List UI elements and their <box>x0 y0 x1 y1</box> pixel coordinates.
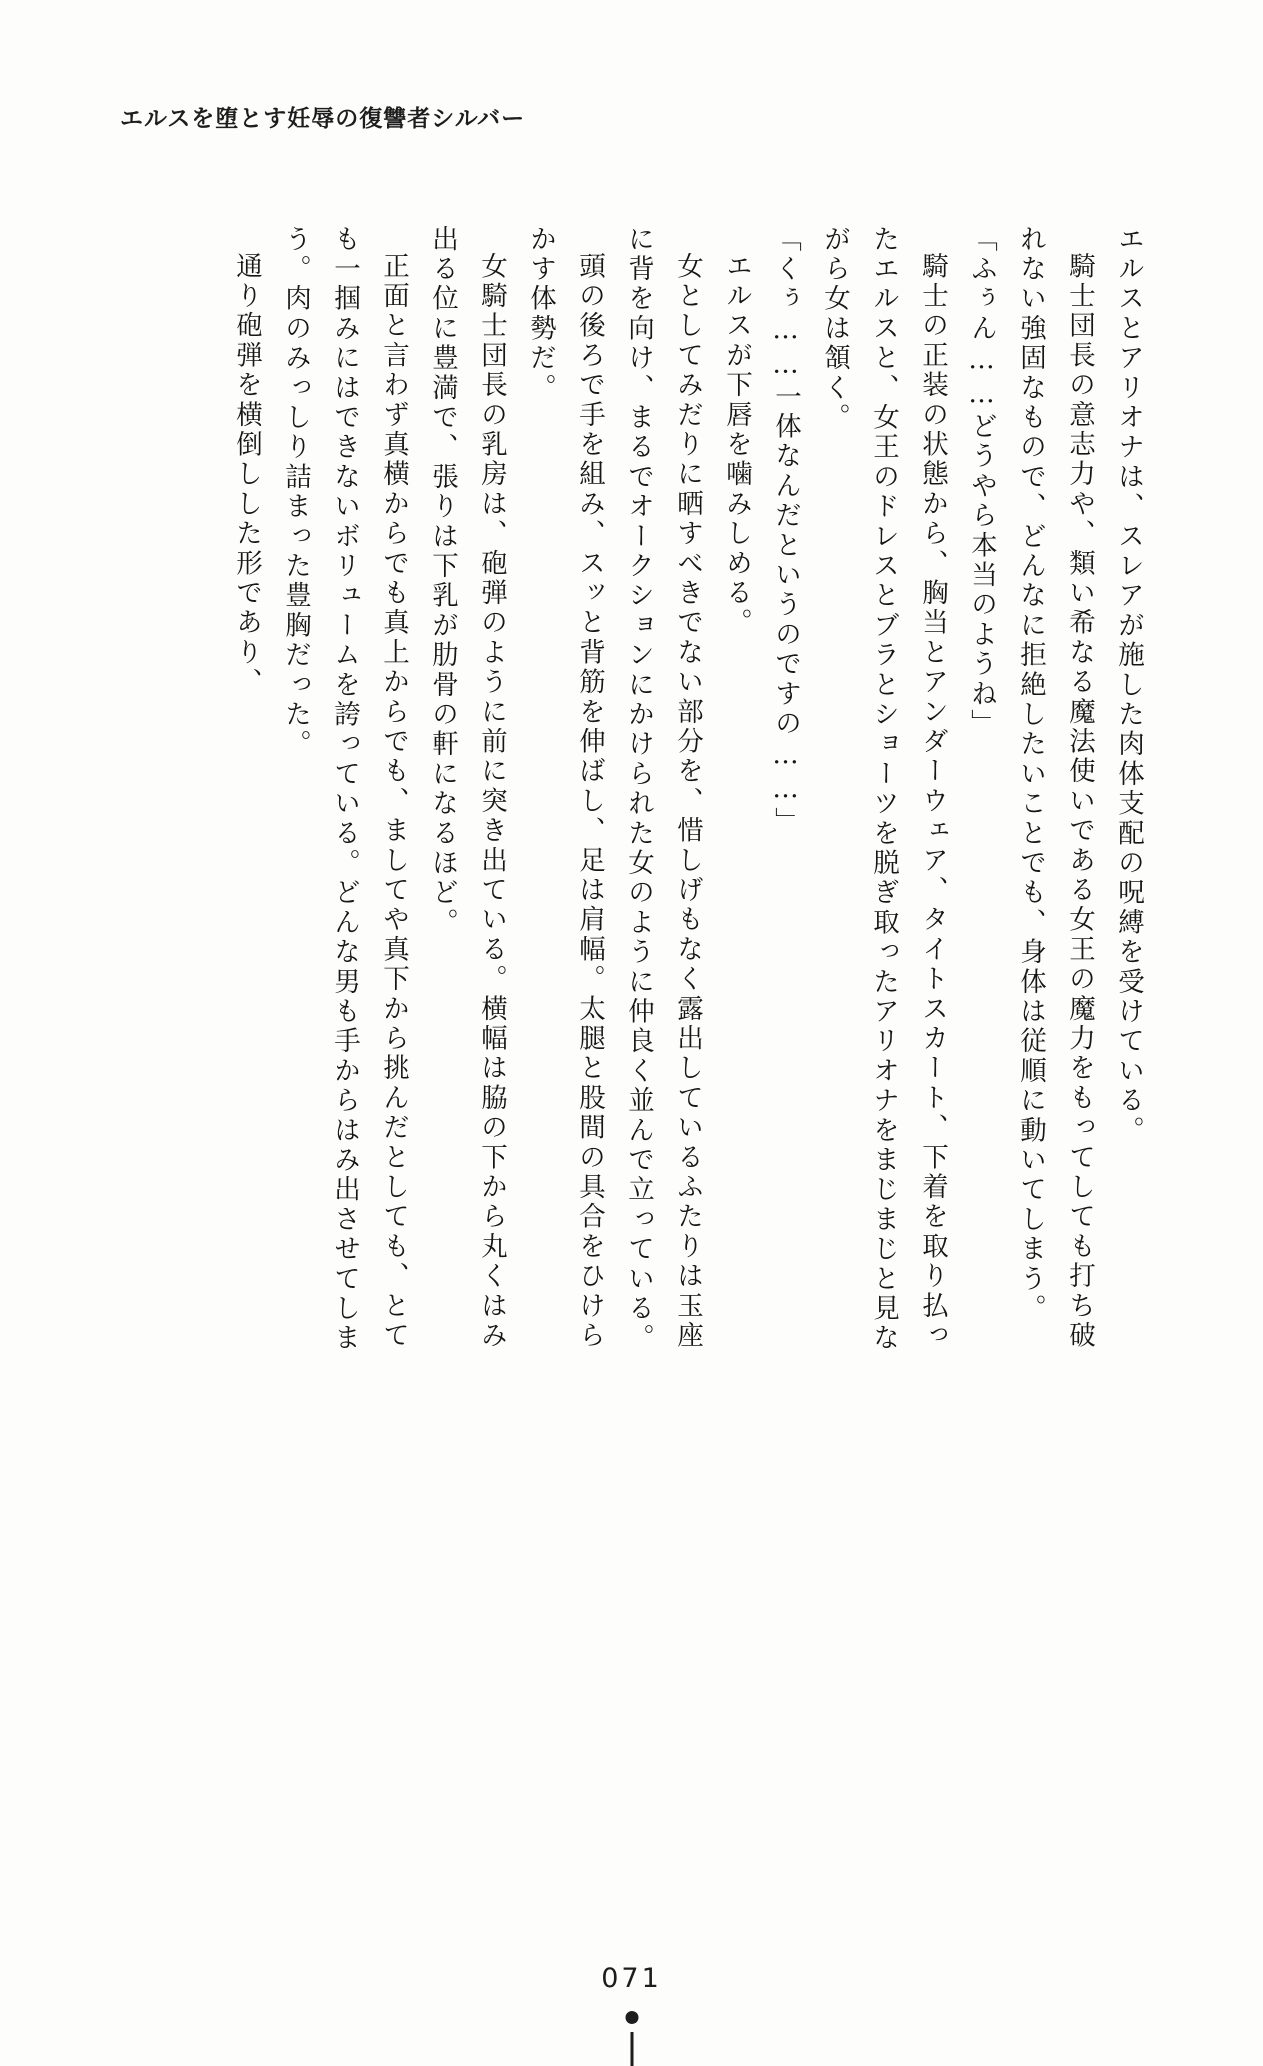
paragraph: 騎士の正装の状態から、胸当とアンダーウェア、タイトスカート、下着を取り払ったエルスと、女王のドレスとブラとショーツを脱ぎ取ったアリオナをまじまじと見ながら女は頷く。 <box>819 225 948 1354</box>
folio-dot-ornament <box>625 2011 638 2024</box>
paragraph: 頭の後ろで手を組み、スッと背筋を伸ばし、足は肩幅。太腿と股間の具合をひけらかす体勢だ。 <box>525 225 605 1351</box>
body-text <box>113 225 1153 1360</box>
paragraph: 騎士団長の意志力や、類い希なる魔法使いである女王の魔力をもってしても打ち破れない強固なもので、どんなに拒絶したいことでも、身体は従順に動いてしまう。 <box>1015 225 1095 1351</box>
running-header: エルスを堕とす妊辱の復讐者シルバー <box>120 106 526 132</box>
paragraph: エルスが下唇を噛みしめる。 <box>721 251 752 638</box>
paragraph-dialogue: 「くぅ……一体なんだというのですの……」 <box>770 225 801 837</box>
paragraph-dialogue: 「ふぅん……どうやら本当のようね」 <box>966 225 997 739</box>
paragraph: エルスとアリオナは、スレアが施した肉体支配の呪縛を受けている。 <box>1113 225 1144 1146</box>
paragraph: 女騎士団長の乳房は、砲弾のように前に突き出ている。横幅は脇の下から丸くはみ出る位に豊満で、張りは下乳が肋骨の軒になるほど。 <box>427 225 507 1351</box>
paragraph: 通り砲弾を横倒しした形であり、 <box>231 251 262 697</box>
paragraph: 正面と言わず真横からでも真上からでも、ましてや真下から挑んだとしても、とても一掴みにはできないボリュームを誇っている。どんな男も手からはみ出させてしまう。肉のみっしり詰まった豊胸だった。 <box>280 225 409 1354</box>
paragraph: 女としてみだりに晒すべきでない部分を、惜しげもなく露出しているふたりは玉座に背を向け、まるでオークションにかけられた女のように仲良く並んで立っている。 <box>623 225 703 1354</box>
folio-rule-ornament <box>630 2032 633 2066</box>
page-number: 071 <box>601 1963 662 1994</box>
